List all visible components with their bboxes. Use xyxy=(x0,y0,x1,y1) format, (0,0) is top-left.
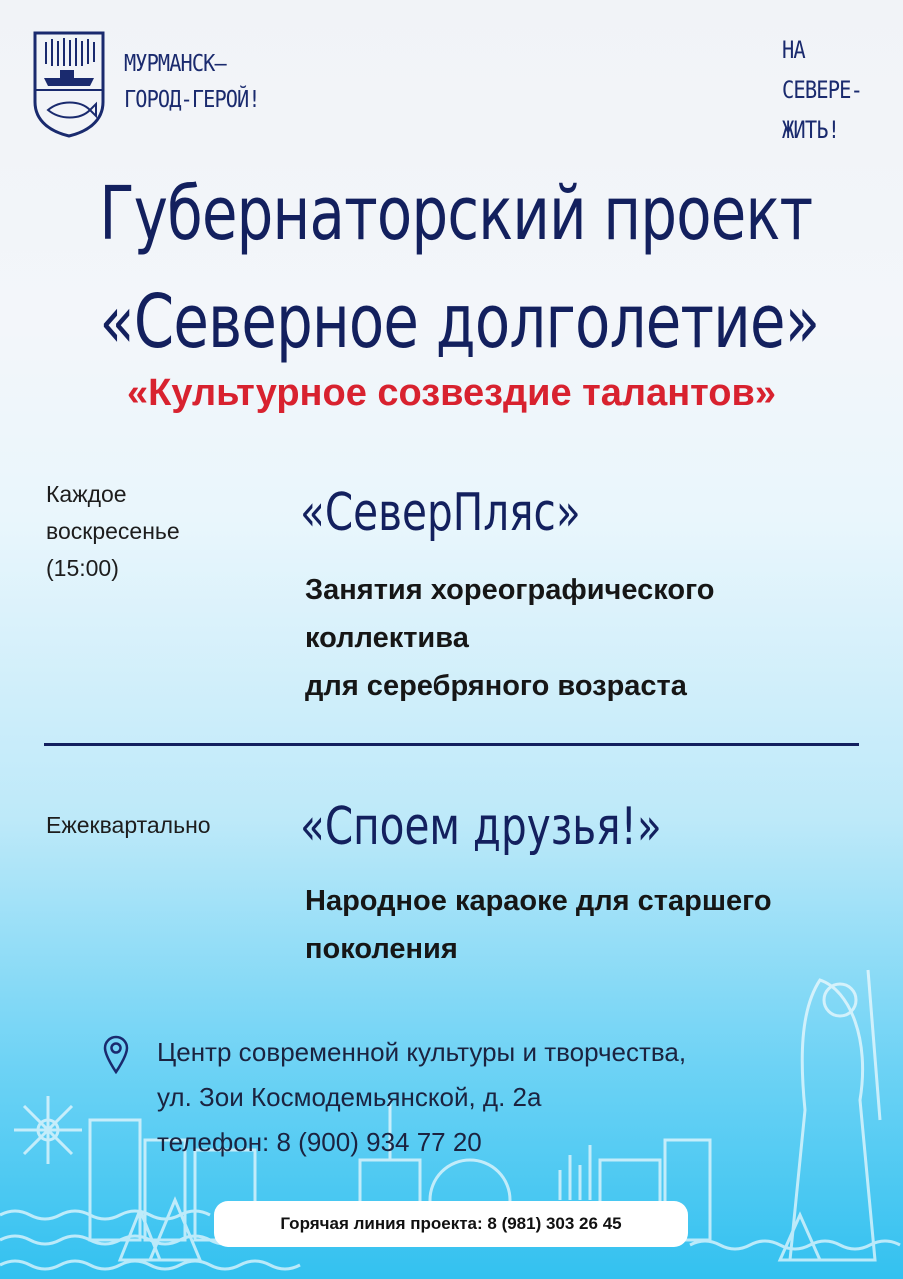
event-description-2: Народное караоке для старшего поколения xyxy=(305,885,772,965)
event-schedule-1: Каждое воскресенье (15:00) xyxy=(46,481,180,581)
venue-name: Центр современной культуры и творчества, xyxy=(157,1037,687,1067)
event-description-1: Занятия хореографического коллектива для серебряного возраста xyxy=(305,574,715,702)
venue-address: ул. Зои Космодемьянской, д. 2а xyxy=(157,1082,542,1112)
venue-info xyxy=(157,1030,686,1165)
title-line-1: Губернаторский проект xyxy=(99,171,813,257)
event-schedule-2: Ежеквартально xyxy=(46,812,211,838)
venue-phone: телефон: 8 (900) 934 77 20 xyxy=(157,1127,482,1157)
event-name-1: «СеверПляс» xyxy=(300,483,581,543)
snowflake-icon xyxy=(14,1096,82,1164)
city-motto: МУРМАНСК– ГОРОД-ГЕРОЙ! xyxy=(124,51,260,113)
event-name-2: «Споем друзья!» xyxy=(300,797,662,857)
title-line-2: «Северное долголетие» xyxy=(99,279,820,365)
hotline-badge: Горячая линия проекта: 8 (981) 303 26 45 xyxy=(214,1201,688,1247)
murmansk-crest-icon xyxy=(32,30,106,138)
page-title xyxy=(0,160,903,376)
location-pin-icon xyxy=(102,1034,130,1074)
north-motto: НА СЕВЕРЕ- ЖИТЬ! xyxy=(782,36,863,144)
section-divider xyxy=(44,743,859,746)
project-subtitle: «Культурное созвездие талантов» xyxy=(127,372,776,414)
